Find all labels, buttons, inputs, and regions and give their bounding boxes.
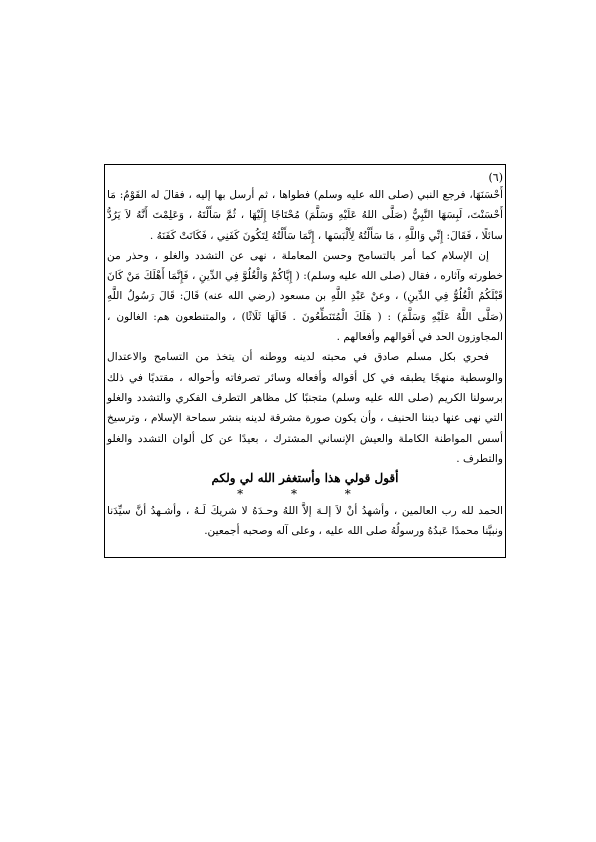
paragraph-1: أَحْسَنَهَا، فرجع النبي (صلى الله عليه وسلم) فطواها ، ثم أرسل بها إليه ، فقالَ له القَوْمُ: مَا أَحْسَنْتَ، لَبِسَهَا النَّبِيُّ (صَلَّى اللهُ عَلَيْهِ وَسَلَّمَ) مُحْتَاجًا إِلَيْهَا ، ثُمَّ سَأَلْتَهُ ، وَعَلِمْتَ أَنَّهُ لاَ يَرُدُّ سائلًا ، فَقَالَ: إِنِّي وَاللَّهِ ، مَا سَأَلْتُهُ لِأَلْبَسَها ، إِنَّمَا سَأَلْتُهُ لِتَكُونَ كَفَنِي ، فَكَانَتْ كَفَنَهُ . (107, 189, 503, 242)
final-paragraph: الحمد لله رب العالمين ، وأشهدُ أنْ لاَ إلـهَ إلاَّ اللهُ وحـدَهُ لا شريكَ لَـهُ ، وأشـهدُ أنَّ سيِّدَنا ونبيَّنا محمدًا عَبدُهُ ورسولُهُ صلى الله عليه ، وعلى آله وصحبه أجمعين. (107, 505, 503, 538)
separator-stars: * * * (237, 487, 373, 502)
paragraph-3: فحري بكل مسلم صادق في محبته لدينه ووطنه أن يتخذ من التسامح والاعتدال والوسطية منهجًا يطبقه في كل أقواله وأفعاله وسائر تصرفاته وأحواله ، مقتديًا في ذلك برسولنا الكريم (صلى الله عليه وسلم) متجنبًا كل مظاهر التطرف الفكري والتشدد والغلو التي نهى عنها ديننا الحنيف ، وأن يكون صورة مشرقة لدينه بنشر سماحة الإسلام ، وترسيخ أسس المواطنة الكاملة والعيش الإنساني المشترك ، بعيدًا عن كل ألوان التشدد والغلو والتطرف . (107, 351, 503, 465)
closing-heading: أقول قولي هذا وأستغفر الله لي ولكم (211, 471, 399, 486)
page-content (107, 171, 503, 542)
paragraph-2: إن الإسلام كما أمر بالتسامح وحسن المعاملة ، نهى عن التشدد والغلو ، وحذر من خطورته وآثاره ، فقال (صلى الله عليه وسلم): ( إِيَّاكُمْ وَالْغُلُوَّ فِي الدِّينِ ، فَإِنَّمَا أَهْلَكَ مَنْ كَانَ قَبْلَكُمُ الْغُلُوُّ فِي الدِّينِ) ، وعنْ عَبْدِ اللَّهِ بن مسعود (رضي الله عنه) قَالَ: قَالَ رَسُولُ اللَّهِ (صَلَّى اللَّهُ عَلَيْهِ وَسَلَّمَ) : ( هَلَكَ الْمُتَنَطِّعُونَ . قَالَهَا ثَلَاثًا) ، والمتنطعون هم: الغالون ، المجاوزون الحد في أقوالهم وأفعالهم . (107, 249, 503, 344)
page-number: (٦) (488, 171, 503, 184)
